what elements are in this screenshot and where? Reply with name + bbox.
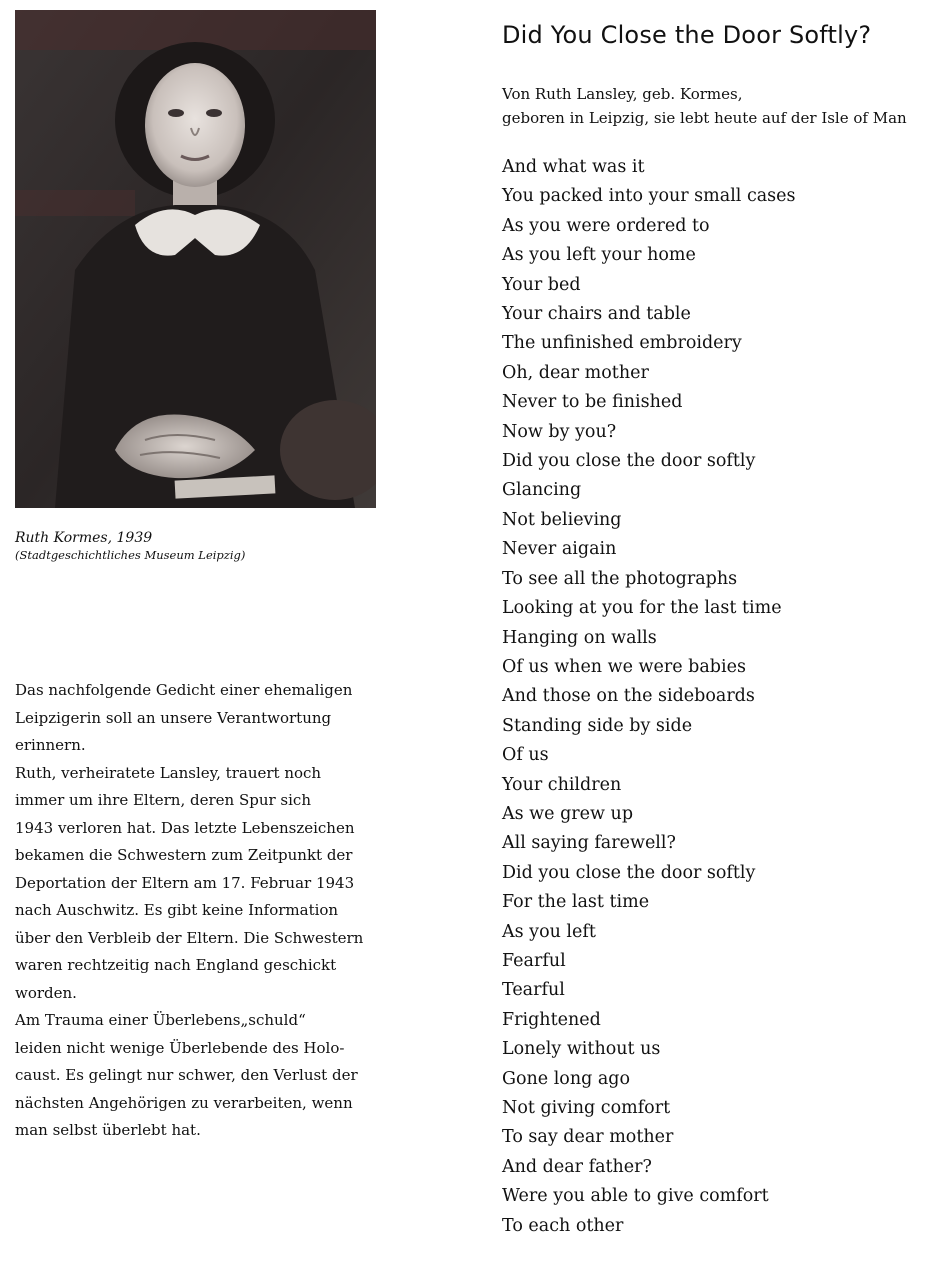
intro-line: bekamen die Schwestern zum Zeitpunkt der: [15, 846, 353, 864]
intro-line: waren rechtzeitig nach England geschickt: [15, 956, 337, 974]
poem-line: Tearful: [502, 980, 565, 1001]
intro-line: 1943 verloren hat. Das letzte Lebenszeichen: [15, 818, 355, 837]
poem-line: The unfinished embroidery: [502, 333, 742, 354]
poem-line: Did you close the door softly: [502, 862, 756, 883]
intro-line: Am Trauma einer Überlebens„schuld“: [15, 1011, 306, 1029]
poem-line: And what was it: [502, 157, 645, 177]
portrait-photo: [15, 10, 376, 508]
caption-source: (Stadtgeschichtliches Museum Leipzig): [15, 548, 246, 562]
poem-line: Your children: [502, 774, 622, 795]
poem-line: Never aigain: [502, 539, 617, 560]
poem-line: Looking at you for the last time: [502, 598, 782, 619]
photo-caption: [15, 529, 395, 563]
intro-line: leiden nicht wenige Überlebende des Holo-: [15, 1038, 345, 1057]
poem-line: Glancing: [502, 480, 582, 501]
poem-line: As you left your home: [502, 245, 696, 266]
poem-column: [502, 18, 932, 1241]
poem-line: Your bed: [502, 274, 581, 295]
intro-line: nächsten Angehörigen zu verarbeiten, wenn: [15, 1093, 353, 1112]
poem-line: Not believing: [502, 509, 622, 530]
poem-line: As you were ordered to: [502, 215, 710, 236]
poem-line: You packed into your small cases: [502, 186, 796, 207]
poem-line: Gone long ago: [502, 1068, 631, 1089]
poem-line: Frightened: [502, 1009, 601, 1030]
poem-line: And dear father?: [502, 1156, 652, 1177]
intro-line: man selbst überlebt hat.: [15, 1121, 201, 1139]
intro-text: [15, 677, 395, 1145]
poem-line: To say dear mother: [502, 1127, 674, 1148]
byline-line: Von Ruth Lansley, geb. Kormes,: [502, 85, 743, 103]
poem-title: Did You Close the Door Softly?: [502, 21, 872, 49]
poem-byline: [502, 82, 932, 130]
poem-line: Standing side by side: [502, 715, 693, 736]
intro-line: nach Auschwitz. Es gibt keine Information: [15, 901, 339, 919]
intro-line: immer um ihre Eltern, deren Spur sich: [15, 791, 311, 809]
intro-line: caust. Es gelingt nur schwer, den Verlust der: [15, 1066, 358, 1084]
intro-line: über den Verbleib der Eltern. Die Schwestern: [15, 928, 364, 947]
poem-line: Hanging on walls: [502, 627, 657, 648]
byline-line: geboren in Leipzig, sie lebt heute auf der Isle of Man: [502, 109, 907, 127]
poem-line: Did you close the door softly: [502, 451, 756, 472]
poem-line: Of us when we were babies: [502, 656, 746, 677]
poem-line: Lonely without us: [502, 1039, 661, 1060]
poem-line: Were you able to give comfort: [502, 1186, 769, 1207]
intro-line: Leipzigerin soll an unsere Verantwortung: [15, 708, 332, 727]
poem-body: [502, 153, 932, 1241]
poem-line: As you left: [502, 921, 596, 942]
poem-line: Your chairs and table: [502, 304, 691, 325]
intro-line: Deportation der Eltern am 17. Februar 1943: [15, 873, 355, 892]
poem-line: As we grew up: [502, 803, 634, 824]
poem-line: Never to be finished: [502, 392, 683, 413]
poem-line: Of us: [502, 745, 549, 766]
poem-line: All saying farewell?: [502, 833, 676, 854]
caption-title: Ruth Kormes, 1939: [15, 530, 153, 546]
poem-line: Fearful: [502, 950, 566, 971]
intro-line: worden.: [15, 983, 77, 1002]
intro-line: Ruth, verheiratete Lansley, trauert noch: [15, 763, 322, 782]
poem-line: To each other: [502, 1215, 624, 1236]
portrait-illustration: [15, 10, 376, 508]
poem-line: Now by you?: [502, 421, 617, 442]
intro-line: Das nachfolgende Gedicht einer ehemaligen: [15, 681, 353, 699]
poem-line: And those on the sideboards: [502, 686, 755, 707]
poem-line: Oh, dear mother: [502, 362, 649, 383]
poem-line: For the last time: [502, 892, 650, 913]
intro-line: erinnern.: [15, 736, 86, 754]
poem-line: To see all the photographs: [502, 568, 738, 589]
poem-line: Not giving comfort: [502, 1098, 671, 1118]
